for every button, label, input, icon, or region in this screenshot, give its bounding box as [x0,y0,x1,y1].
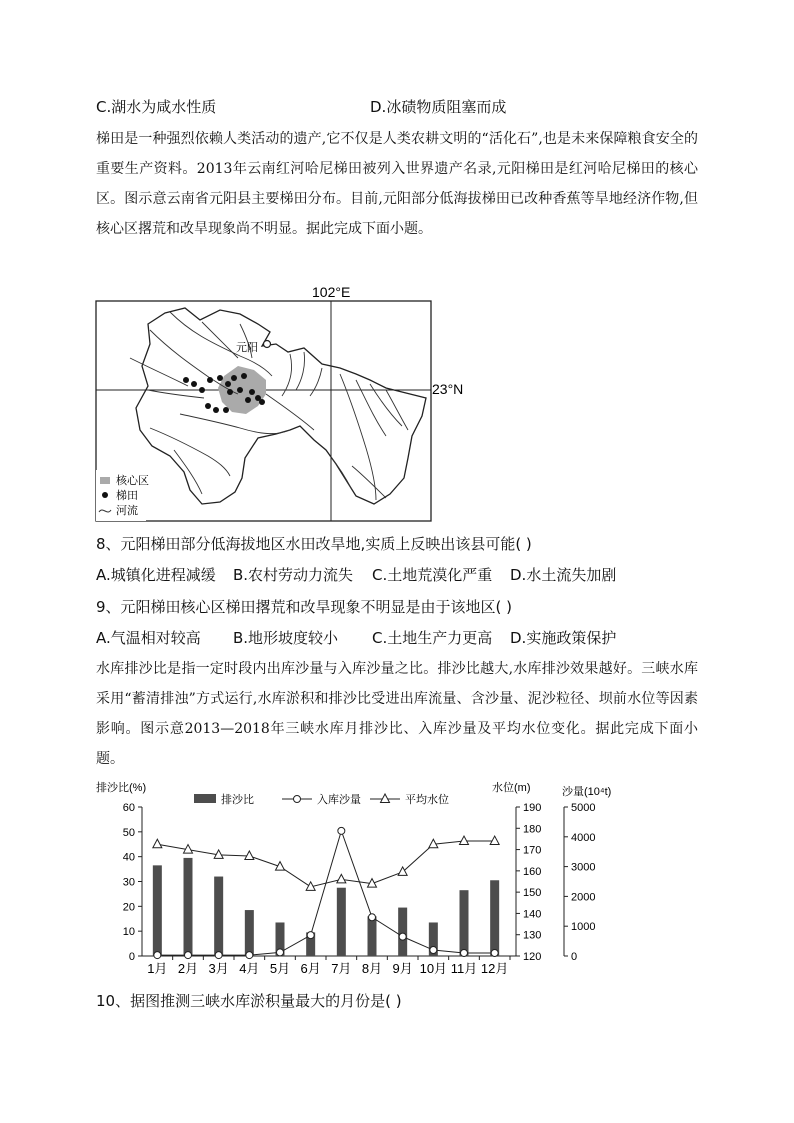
q7-option-d: D.冰碛物质阻塞而成 [370,98,507,116]
q9-stem: 9、元阳梯田核心区梯田撂荒和改旱现象不明显是由于该地区( ) [96,598,513,616]
legend-terrace-swatch [102,492,108,498]
sediment-tick-label: 5000 [571,802,596,814]
x-tick-label: 3月 [208,961,229,976]
level-point-1月 [153,839,162,848]
county-outline [136,308,426,504]
sediment-point-10月 [430,947,437,954]
x-tick-label: 7月 [331,961,352,976]
passage-terraces: 梯田是一种强烈依赖人类活动的遗产,它不仅是人类农耕文明的“活化石”,也是未来保障粮食安全的重要生产资料。2013年云南红河哈尼梯田被列入世界遗产名录,元阳梯田是红河哈尼梯田的核心区。图示意云南省元阳县主要梯田分布。目前,元阳部分低海拔梯田已改种香蕉等旱地经济作物,但核心区撂荒和改旱现象尚不明显。据此完成下面小题。 [96,131,698,237]
sediment-tick-label: 4000 [571,831,596,844]
sediment-tick-label: 3000 [571,861,596,874]
sediment-axis-title: 沙量(10⁴t) [562,786,612,798]
level-tick-label: 120 [523,951,542,963]
map-legend [96,470,149,521]
legend-core-swatch [100,477,110,484]
x-tick-label: 2月 [177,961,199,976]
level-point-7月 [337,874,346,883]
sediment-tick-label: 2000 [571,891,596,904]
level-tick-label: 150 [523,887,542,900]
x-tick-label: 6月 [300,961,321,976]
bar-4月 [245,910,254,956]
left-tick-label: 60 [122,802,135,814]
x-tick-label: 11月 [450,961,478,976]
sediment-point-8月 [369,914,376,921]
sediment-point-5月 [277,949,284,956]
sediment-point-2月 [185,952,192,959]
q8-stem: 8、元阳梯田部分低海拔地区水田改旱地,实质上反映出该县可能( ) [96,535,532,553]
legend-level-label: 平均水位 [405,794,449,806]
x-tick-label: 5月 [269,961,291,976]
lon-label: 102°E [312,284,351,300]
sediment-point-9月 [399,933,406,940]
legend-bar-swatch [194,794,216,803]
level-tick-label: 130 [523,929,542,942]
q8-option-a: A.城镇化进程减缓 [96,566,216,584]
left-tick-label: 50 [122,826,135,839]
level-tick-label: 170 [523,844,542,857]
passage-reservoir: 水库排沙比是指一定时段内出库沙量与入库沙量之比。排沙比越大,水库排沙效果越好。三峡水库采用“蓄清排浊”方式运行,水库淤积和排沙比受进出库流量、含沙量、泥沙粒径、坝前水位等因素影响。图示意2013—2018年三峡水库月排沙比、入库沙量及平均水位变化。据此完成下面小题。 [96,661,698,767]
bar-2月 [184,858,193,956]
sediment-point-4月 [246,952,253,959]
q7-option-c: C.湖水为咸水性质 [96,98,217,116]
legend-sediment-label: 入库沙量 [317,794,361,806]
legend-sediment-marker [294,796,301,803]
q8-option-d: D.水土流失加剧 [510,566,617,584]
legend-river-label: 河流 [116,505,138,517]
left-tick-label: 0 [128,951,135,963]
legend-terrace-label: 梯田 [116,490,138,502]
x-tick-label: 10月 [419,961,448,976]
q8-option-c: C.土地荒漠化严重 [372,566,493,584]
lat-label: 23°N [432,381,464,397]
legend-core-label: 核心区 [116,475,149,487]
level-tick-label: 160 [523,865,542,878]
x-tick-label: 4月 [239,961,260,976]
legend-bar-label: 排沙比 [221,794,254,806]
town-label: 元阳 [236,342,258,354]
level-point-4月 [245,851,254,860]
bar-3月 [214,877,223,956]
sediment-point-11月 [461,950,468,957]
q9-option-a: A.气温相对较高 [96,629,201,647]
level-axis-title: 水位(m) [492,782,531,794]
sediment-line [157,831,494,955]
sediment-tick-label: 0 [571,951,578,963]
q8-option-b: B.农村劳动力流失 [233,566,354,584]
legend-level-marker [381,794,390,803]
sediment-point-3月 [215,952,222,959]
level-line [157,841,494,887]
q9-option-d: D.实施政策保护 [510,629,617,647]
bar-11月 [460,890,469,956]
yuanyang-town [264,341,271,348]
x-tick-label: 8月 [361,961,383,976]
left-tick-label: 40 [122,851,135,864]
level-tick-label: 140 [523,908,542,921]
rivers [130,312,408,500]
sediment-point-1月 [154,952,161,959]
bar-8月 [368,916,377,956]
reservoir-chart [90,775,704,985]
x-tick-label: 1月 [147,961,168,976]
level-tick-label: 190 [523,802,542,814]
sediment-point-12月 [491,950,498,957]
yuanyang-map [90,280,470,526]
x-tick-label: 9月 [392,961,413,976]
q9-option-b: B.地形坡度较小 [233,629,339,647]
bar-1月 [153,865,162,956]
bar-7月 [337,888,346,956]
left-tick-label: 20 [122,901,135,914]
x-tick-label: 12月 [480,961,509,976]
q10-stem: 10、据图推测三峡水库淤积量最大的月份是( ) [96,992,402,1010]
left-tick-label: 30 [122,876,135,889]
left-tick-label: 10 [122,926,135,939]
level-tick-label: 180 [523,823,542,836]
bar-12月 [490,880,499,956]
left-axis-title: 排沙比(%) [96,782,147,794]
level-point-11月 [460,836,469,845]
sediment-point-7月 [338,827,345,834]
q9-option-c: C.土地生产力更高 [372,629,493,647]
bar-9月 [398,908,407,956]
level-point-12月 [490,836,499,845]
sediment-point-6月 [307,932,314,939]
sediment-tick-label: 1000 [571,921,596,934]
level-point-9月 [398,867,407,876]
